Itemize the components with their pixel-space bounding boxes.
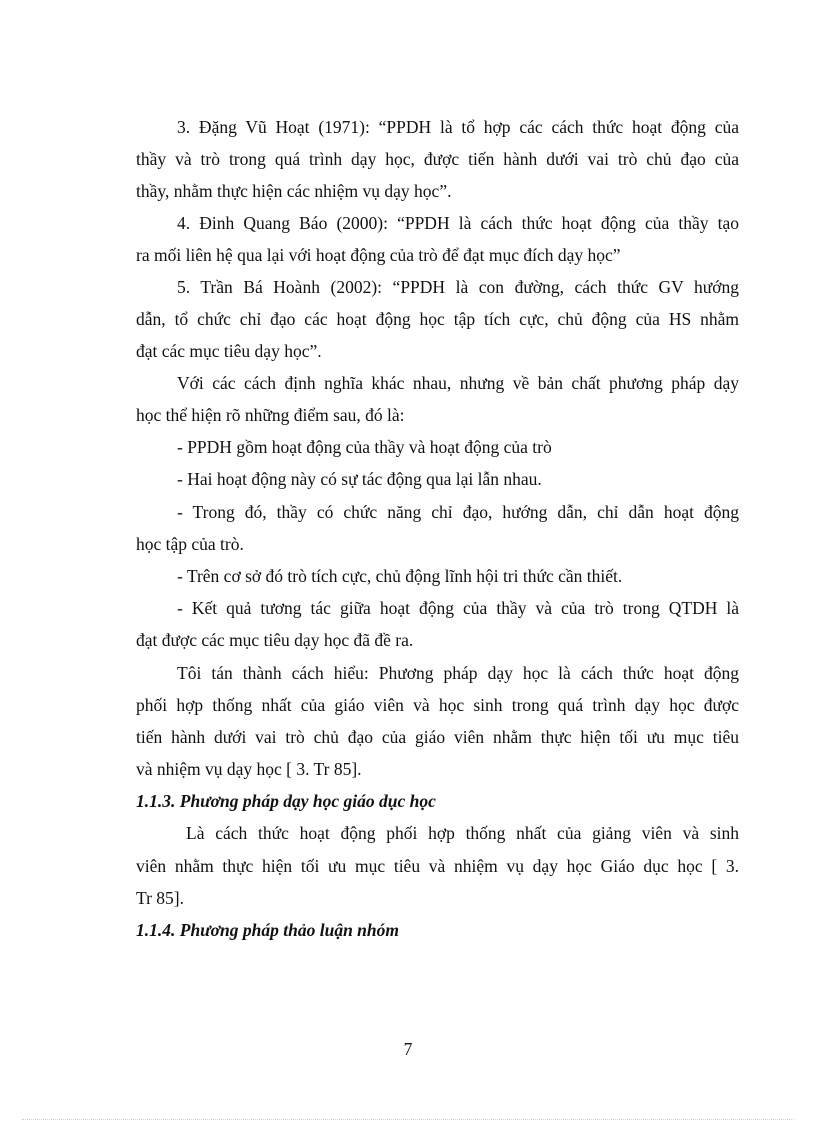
text-line: đạt được các mục tiêu dạy học đã đề ra. bbox=[136, 630, 414, 650]
text-line: Là cách thức hoạt động phối hợp thống nhất của giảng viên và sinh bbox=[186, 823, 739, 843]
text-line: 3. Đặng Vũ Hoạt (1971): “PPDH là tổ hợp các cách thức hoạt động của bbox=[177, 117, 739, 137]
text-line: 5. Trần Bá Hoành (2002): “PPDH là con đường, cách thức GV hướng bbox=[177, 277, 739, 297]
text-line: dẫn, tổ chức chỉ đạo các hoạt động học tập tích cực, chủ động của HS nhằm bbox=[136, 309, 739, 329]
text-line: Với các cách định nghĩa khác nhau, nhưng về bản chất phương pháp dạy bbox=[177, 373, 739, 393]
text-line: - Trên cơ sở đó trò tích cực, chủ động lĩnh hội tri thức cần thiết. bbox=[177, 566, 623, 586]
text-line: và nhiệm vụ dạy học [ 3. Tr 85]. bbox=[136, 759, 362, 779]
page-bottom-divider bbox=[22, 1119, 794, 1120]
section-heading: 1.1.4. Phương pháp thảo luận nhóm bbox=[136, 920, 400, 940]
text-line: - Kết quả tương tác giữa hoạt động của thầy và của trò trong QTDH là bbox=[177, 598, 739, 618]
text-line: phối hợp thống nhất của giáo viên và học sinh trong quá trình dạy học được bbox=[136, 695, 739, 715]
text-line: viên nhằm thực hiện tối ưu mục tiêu và nhiệm vụ dạy học Giáo dục học [ 3. bbox=[136, 856, 739, 876]
text-line: học thể hiện rõ những điểm sau, đó là: bbox=[136, 405, 405, 425]
text-line: thầy và trò trong quá trình dạy học, được tiến hành dưới vai trò chủ đạo của bbox=[136, 149, 739, 169]
page-number: 7 bbox=[403, 1039, 413, 1059]
text-line: tiến hành dưới vai trò chủ đạo của giáo viên nhằm thực hiện tối ưu mục tiêu bbox=[136, 727, 739, 747]
text-line: ra mối liên hệ qua lại với hoạt động của trò để đạt mục đích dạy học” bbox=[136, 245, 621, 265]
text-line: 4. Đinh Quang Báo (2000): “PPDH là cách thức hoạt động của thầy tạo bbox=[177, 213, 739, 233]
text-line: đạt các mục tiêu dạy học”. bbox=[136, 341, 322, 361]
text-line: - PPDH gồm hoạt động của thầy và hoạt động của trò bbox=[177, 437, 552, 457]
text-line: - Hai hoạt động này có sự tác động qua lại lẫn nhau. bbox=[177, 469, 542, 489]
section-heading: 1.1.3. Phương pháp dạy học giáo dục học bbox=[136, 791, 436, 811]
text-line: - Trong đó, thầy có chức năng chỉ đạo, hướng dẫn, chỉ dẫn hoạt động bbox=[177, 502, 739, 522]
text-line: Tôi tán thành cách hiểu: Phương pháp dạy học là cách thức hoạt động bbox=[177, 663, 739, 683]
text-line: thầy, nhằm thực hiện các nhiệm vụ dạy học”. bbox=[136, 181, 452, 201]
text-line: học tập của trò. bbox=[136, 534, 244, 554]
text-line: Tr 85]. bbox=[136, 888, 184, 908]
